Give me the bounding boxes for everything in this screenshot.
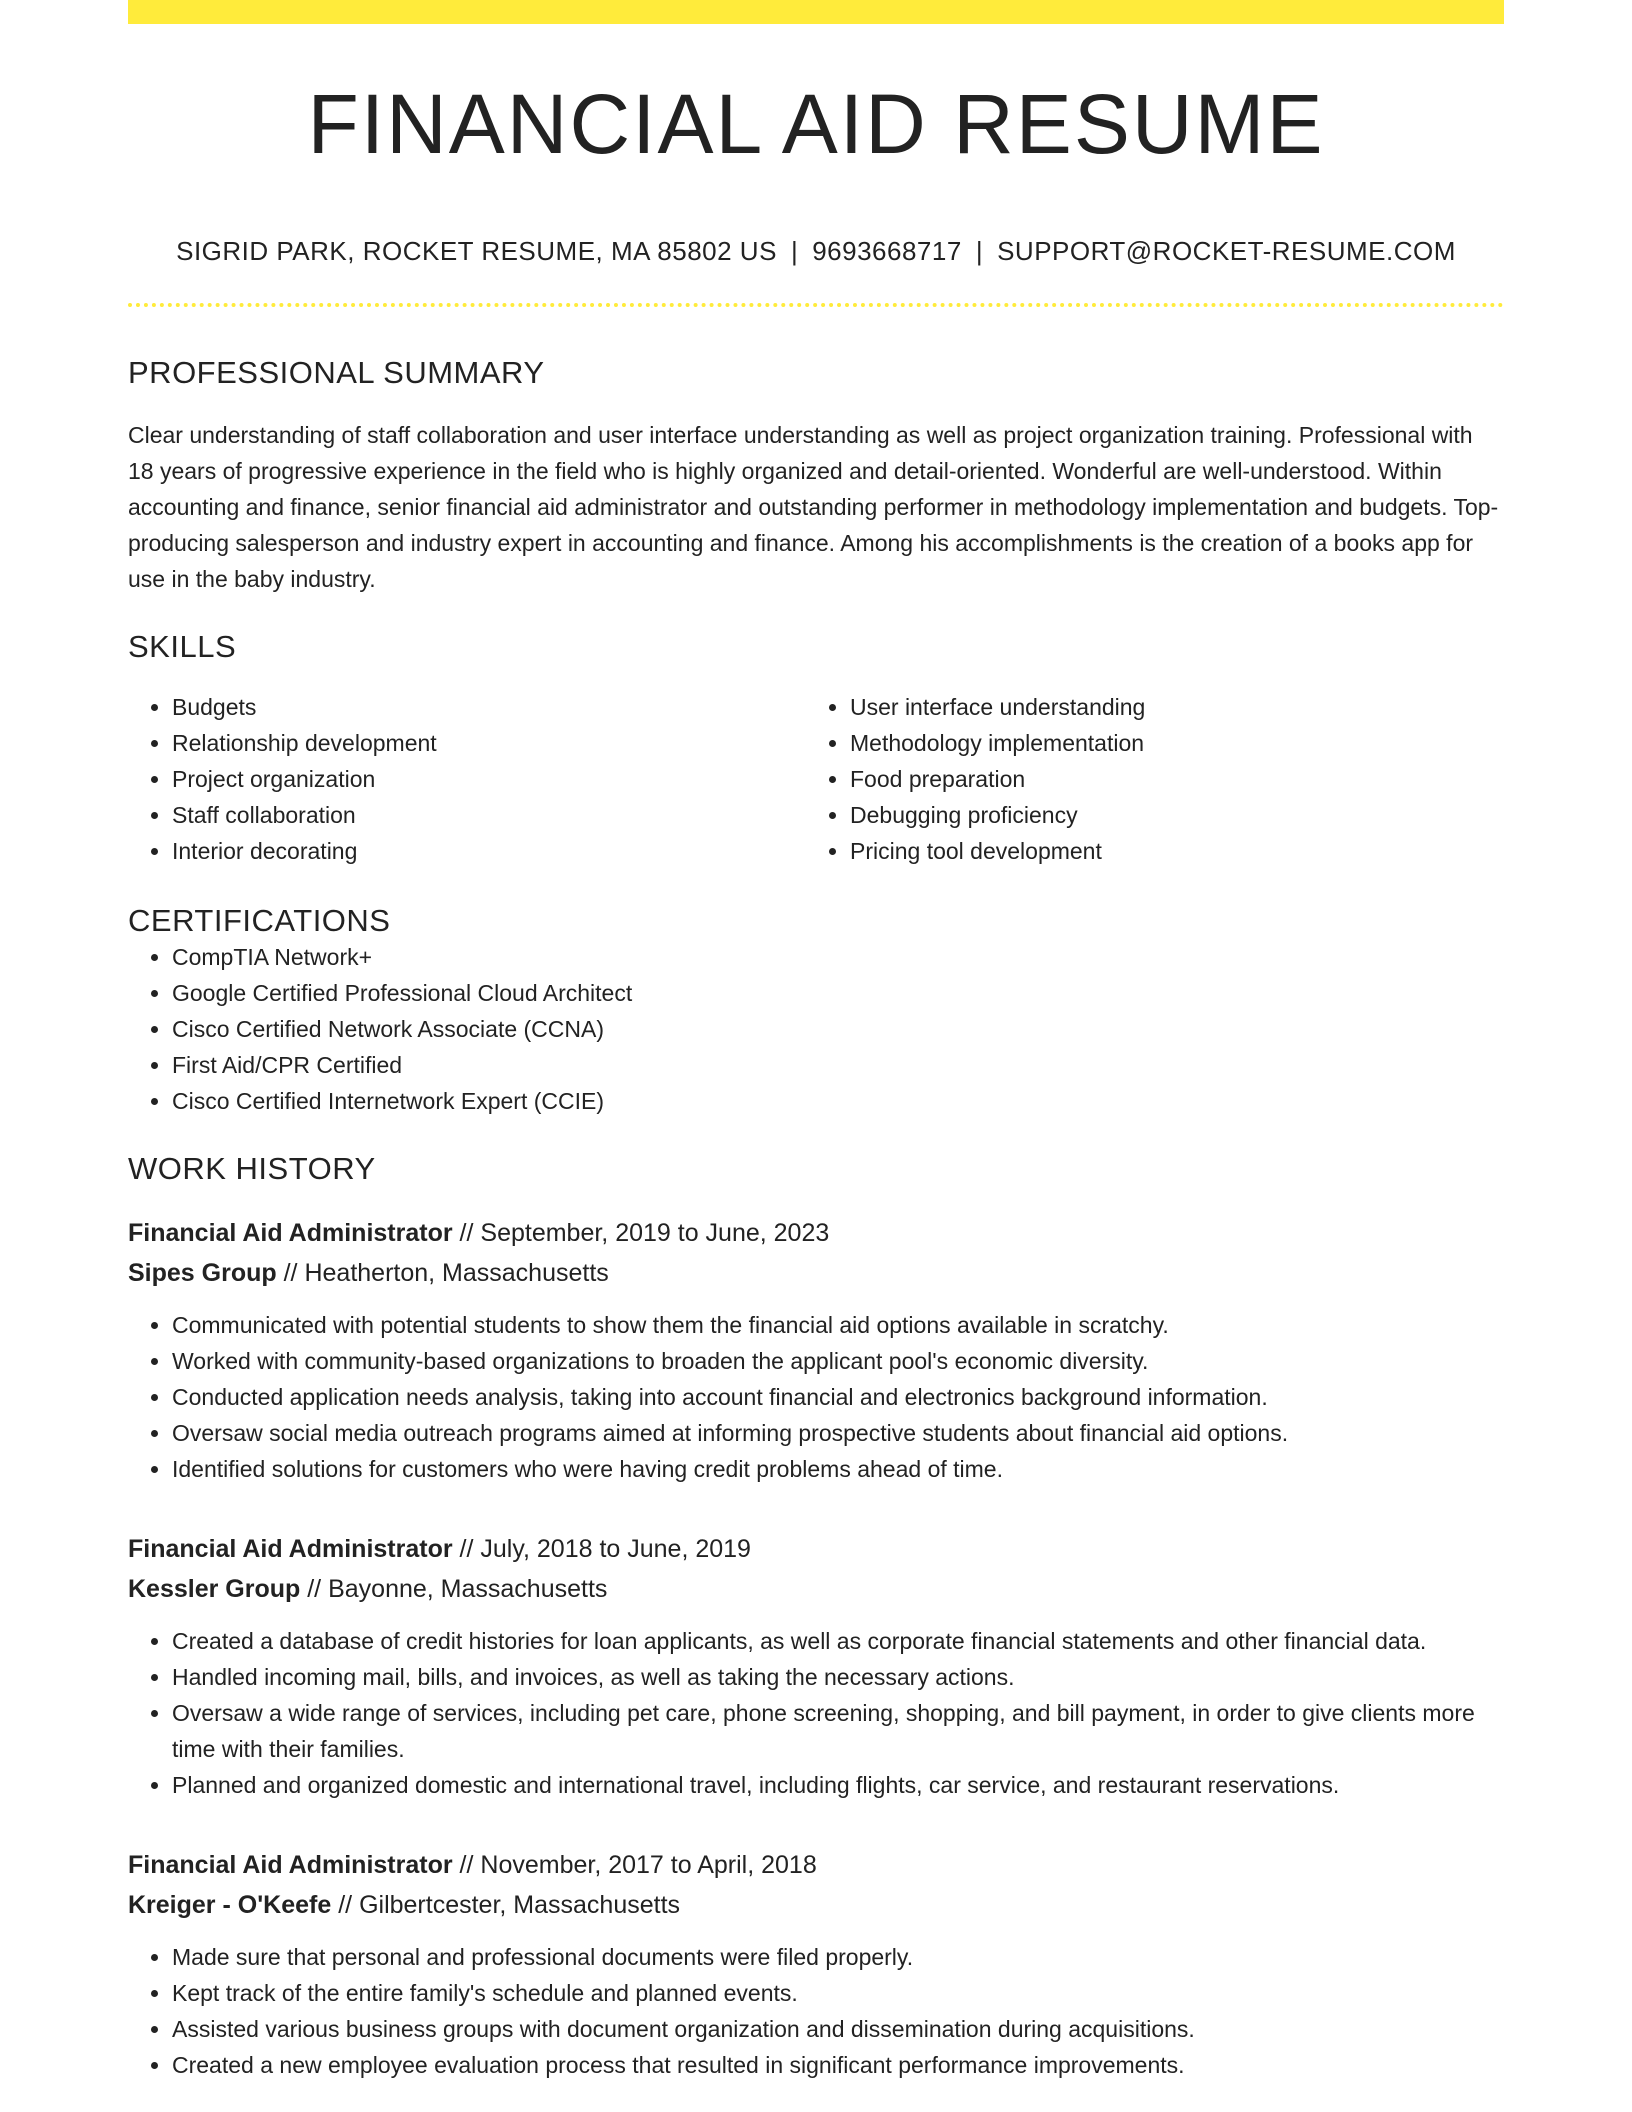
job-separator: // (459, 1219, 474, 1247)
job-location: Gilbertcester, Massachusetts (359, 1891, 681, 1919)
skill-item: • Methodology implementation (850, 725, 1484, 761)
certification-item: • Cisco Certified Internetwork Expert (CCIE) (172, 1083, 1504, 1119)
dotted-divider (128, 303, 1504, 307)
contact-address: SIGRID PARK, ROCKET RESUME, MA 85802 US (176, 236, 777, 266)
job-location: Bayonne, Massachusetts (328, 1575, 608, 1603)
page-title: FINANCIAL AID RESUME (307, 77, 1325, 171)
work-history-heading: WORK HISTORY (128, 1151, 376, 1186)
job-company: Sipes Group (128, 1259, 277, 1287)
job-title-line (128, 1529, 1504, 1569)
job-separator: // (459, 1535, 474, 1563)
job-duty: • Oversaw a wide range of services, including pet care, phone screening, shopping, and bill payment, in order to give clients more time with their families. (172, 1695, 1504, 1767)
skills-column-left (128, 689, 806, 869)
summary-text: Clear understanding of staff collaboration and user interface understanding as well as project organization training. Professional with 18 years of progressive experience in the field who is highly organized and detail-oriented. Wonderful are well-understood. Within accounting and finance, senior financial aid administrator and outstanding performer in methodology implementation and budgets. Top-producing salesperson and industry expert in accounting and finance. Among his accomplishments is the creation of a books app for use in the baby industry. (128, 422, 1499, 592)
skill-item: • Project organization (172, 761, 806, 797)
job-duty: • Created a database of credit histories for loan applicants, as well as corporate financial statements and other financial data. (172, 1623, 1504, 1659)
job-duty: • Worked with community-based organizations to broaden the applicant pool's economic diversity. (172, 1343, 1504, 1379)
job-company-line (128, 1569, 1504, 1609)
job-company-line (128, 1885, 1504, 1925)
top-accent-bar (128, 0, 1504, 24)
job-company-line (128, 1253, 1504, 1293)
skill-item: • Staff collaboration (172, 797, 806, 833)
job-title: Financial Aid Administrator (128, 1219, 453, 1247)
contact-email: SUPPORT@ROCKET-RESUME.COM (997, 236, 1456, 266)
job-entry (128, 1845, 1504, 2083)
skill-item: • Debugging proficiency (850, 797, 1484, 833)
certification-item: • Google Certified Professional Cloud Architect (172, 975, 1504, 1011)
job-duty: • Identified solutions for customers who were having credit problems ahead of time. (172, 1451, 1504, 1487)
skill-item: • Budgets (172, 689, 806, 725)
job-duty: • Made sure that personal and professional documents were filed properly. (172, 1939, 1504, 1975)
job-dates: July, 2018 to June, 2019 (480, 1535, 751, 1563)
resume-page (128, 0, 1504, 2083)
job-separator: // (459, 1851, 474, 1879)
skill-item: • Pricing tool development (850, 833, 1484, 869)
contact-line (128, 236, 1504, 267)
job-duty: • Assisted various business groups with document organization and dissemination during acquisitions. (172, 2011, 1504, 2047)
contact-phone: 9693668717 (812, 236, 962, 266)
job-duty: • Planned and organized domestic and international travel, including flights, car service, and restaurant reservations. (172, 1767, 1504, 1803)
job-company: Kreiger - O'Keefe (128, 1891, 332, 1919)
job-company: Kessler Group (128, 1575, 301, 1603)
job-title-line (128, 1213, 1504, 1253)
job-duties-list (128, 1623, 1504, 1803)
summary-heading: PROFESSIONAL SUMMARY (128, 355, 545, 390)
job-duty: • Handled incoming mail, bills, and invoices, as well as taking the necessary actions. (172, 1659, 1504, 1695)
job-duty: • Kept track of the entire family's schedule and planned events. (172, 1975, 1504, 2011)
job-duty: • Created a new employee evaluation process that resulted in significant performance improvements. (172, 2047, 1504, 2083)
job-entry (128, 1213, 1504, 1487)
skill-item: • Relationship development (172, 725, 806, 761)
job-title-line (128, 1845, 1504, 1885)
skill-item: • User interface understanding (850, 689, 1484, 725)
certifications-heading: CERTIFICATIONS (128, 903, 391, 938)
job-duty: • Oversaw social media outreach programs aimed at informing prospective students about financial aid options. (172, 1415, 1504, 1451)
job-dates: November, 2017 to April, 2018 (480, 1851, 817, 1879)
certification-item: • First Aid/CPR Certified (172, 1047, 1504, 1083)
job-entry (128, 1529, 1504, 1803)
job-location: Heatherton, Massachusetts (304, 1259, 609, 1287)
job-duties-list (128, 1307, 1504, 1487)
skills-heading: SKILLS (128, 629, 237, 664)
job-duty: • Conducted application needs analysis, taking into account financial and electronics background information. (172, 1379, 1504, 1415)
job-separator: // (338, 1891, 353, 1919)
job-separator: // (307, 1575, 322, 1603)
certification-item: • CompTIA Network+ (172, 939, 1504, 975)
skill-item: • Interior decorating (172, 833, 806, 869)
certifications-list (128, 939, 1504, 1119)
skills-column-right (806, 689, 1484, 869)
job-separator: // (283, 1259, 298, 1287)
job-dates: September, 2019 to June, 2023 (480, 1219, 830, 1247)
job-duty: • Communicated with potential students to show them the financial aid options available in scratchy. (172, 1307, 1504, 1343)
certification-item: • Cisco Certified Network Associate (CCNA) (172, 1011, 1504, 1047)
skill-item: • Food preparation (850, 761, 1484, 797)
job-title: Financial Aid Administrator (128, 1851, 453, 1879)
job-title: Financial Aid Administrator (128, 1535, 453, 1563)
job-duties-list (128, 1939, 1504, 2083)
contact-separator: | (975, 236, 984, 266)
skills-grid (128, 689, 1504, 869)
contact-separator: | (790, 236, 799, 266)
